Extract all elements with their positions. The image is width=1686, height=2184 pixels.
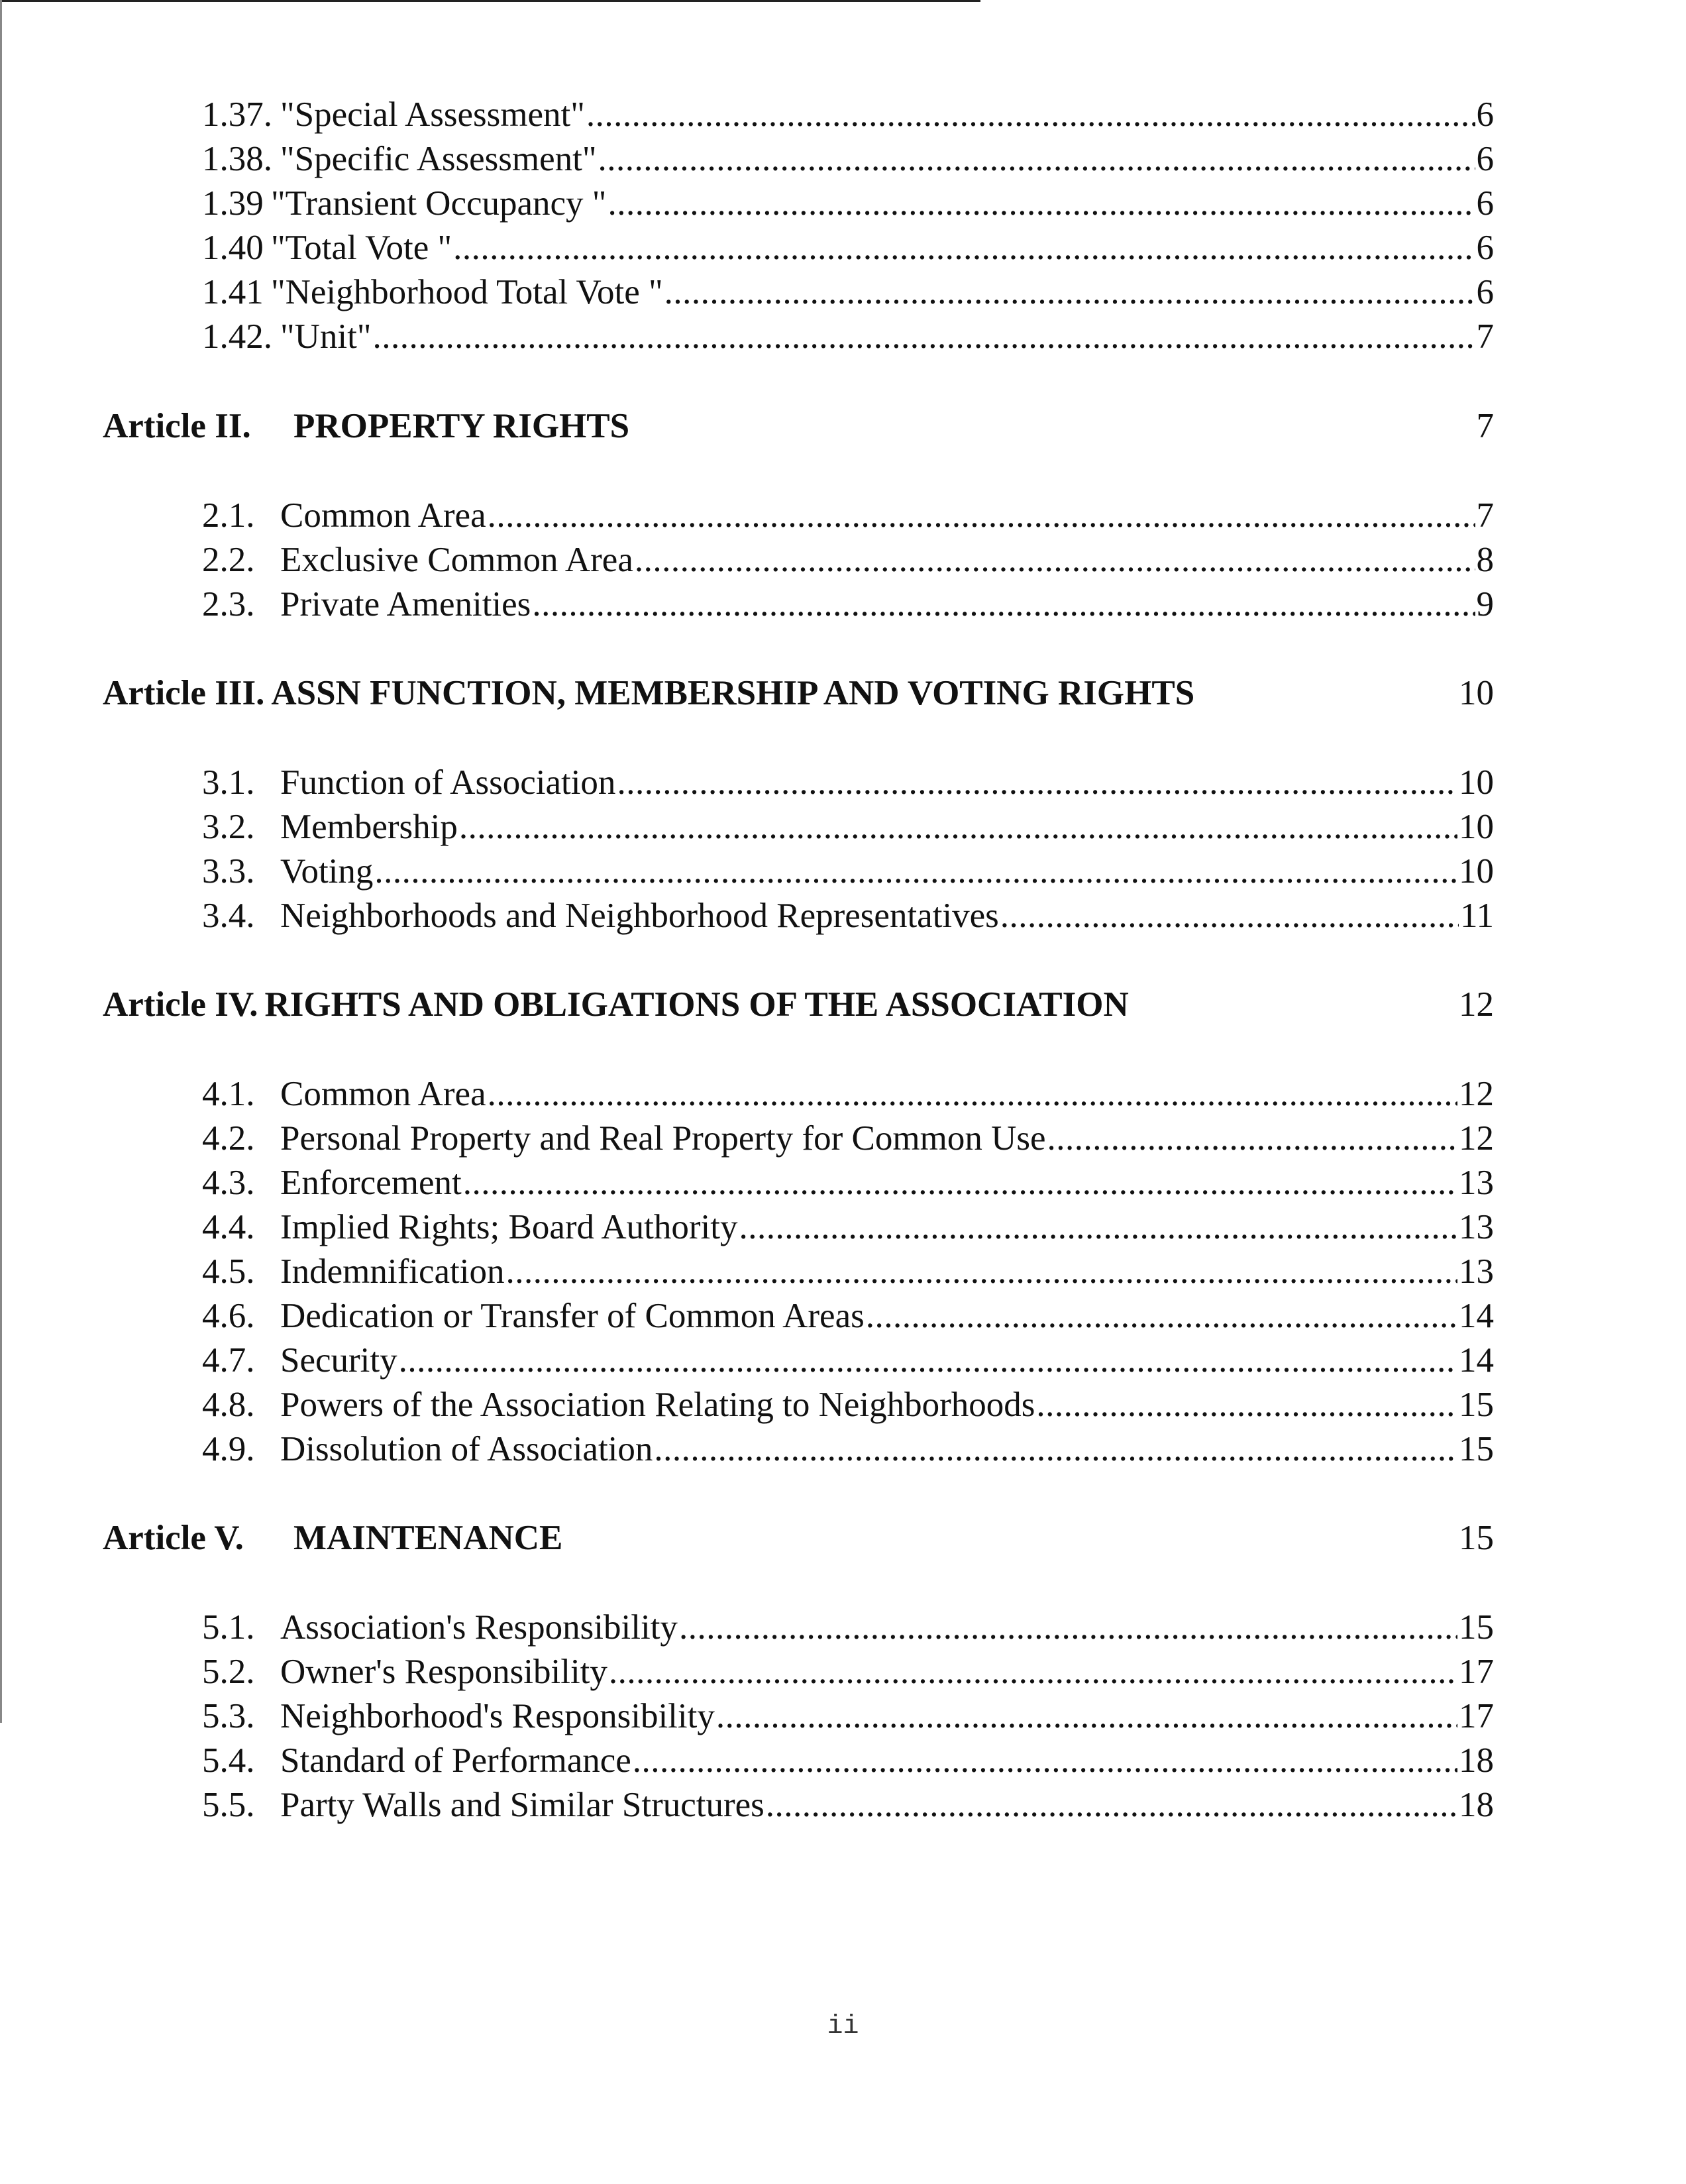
toc-entry[interactable] <box>202 849 1494 893</box>
toc-entry-title: Private Amenities <box>280 585 531 624</box>
dot-leader <box>607 182 1475 225</box>
toc-entry[interactable] <box>202 1161 1494 1205</box>
toc-entry-title: Exclusive Common Area <box>280 541 633 579</box>
toc-entry[interactable] <box>202 1250 1494 1293</box>
toc-entry-number: 1.40 <box>202 229 264 267</box>
toc-entry-title: Function of Association <box>280 763 616 802</box>
dot-leader <box>654 1427 1457 1471</box>
toc-entry[interactable] <box>202 538 1494 582</box>
article-label: Article III. <box>103 674 265 712</box>
page-top-edge <box>0 0 980 2</box>
toc-entry-number: 3.2. <box>202 808 255 846</box>
toc-entry[interactable] <box>202 1294 1494 1338</box>
dot-leader <box>679 1606 1457 1649</box>
toc-entry-page: 14 <box>1459 1341 1494 1380</box>
article-page: 10 <box>1459 674 1494 712</box>
dot-leader <box>739 1205 1457 1249</box>
dot-leader <box>716 1694 1457 1738</box>
toc-entry-title: "Unit" <box>280 317 372 356</box>
article-title: PROPERTY RIGHTS <box>293 407 630 445</box>
toc-entry-number: 1.38. <box>202 140 272 178</box>
dot-leader <box>1000 894 1459 938</box>
toc-entry-page: 9 <box>1476 585 1494 624</box>
toc-entry-page: 10 <box>1459 763 1494 802</box>
toc-entry[interactable] <box>202 93 1494 136</box>
toc-entry-title: "Special Assessment" <box>280 95 585 134</box>
dot-leader <box>609 1650 1457 1694</box>
toc-entry-number: 2.3. <box>202 585 255 624</box>
toc-entry-title: "Neighborhood Total Vote " <box>271 273 663 311</box>
toc-entry-title: Membership <box>280 808 458 846</box>
toc-entry-title: Indemnification <box>280 1252 505 1291</box>
toc-entry-number: 4.8. <box>202 1386 255 1424</box>
toc-entry-page: 10 <box>1459 808 1494 846</box>
toc-entry[interactable] <box>202 226 1494 270</box>
toc-entry-number: 5.4. <box>202 1741 255 1780</box>
toc-entry-title: Owner's Responsibility <box>280 1653 607 1691</box>
toc-entry-number: 3.3. <box>202 852 255 891</box>
toc-entry-page: 7 <box>1476 317 1494 356</box>
dot-leader <box>453 226 1475 270</box>
article-heading[interactable] <box>103 404 1494 448</box>
article-page: 15 <box>1459 1519 1494 1557</box>
toc-entry-title: Enforcement <box>280 1164 462 1202</box>
toc-entry[interactable] <box>202 1338 1494 1382</box>
toc-entry-number: 1.41 <box>202 273 264 311</box>
toc-entry[interactable] <box>202 137 1494 181</box>
toc-entry-number: 1.42. <box>202 317 272 356</box>
toc-entry-title: Dissolution of Association <box>280 1430 653 1468</box>
toc-entry-number: 1.39 <box>202 184 264 223</box>
toc-entry-title: Common Area <box>280 1075 486 1113</box>
page-number: ii <box>827 2012 859 2042</box>
toc-entry-number: 3.1. <box>202 763 255 802</box>
toc-entry-page: 14 <box>1459 1297 1494 1335</box>
toc-entry-number: 3.4. <box>202 897 255 935</box>
dot-leader <box>866 1294 1457 1338</box>
dot-leader <box>459 805 1457 849</box>
toc-entry[interactable] <box>202 1072 1494 1116</box>
toc-entry-number: 5.1. <box>202 1608 255 1647</box>
page-left-edge <box>0 0 2 1723</box>
toc-entry[interactable] <box>202 494 1494 537</box>
toc-entry-title: Association's Responsibility <box>280 1608 678 1647</box>
toc-entry-title: Neighborhood's Responsibility <box>280 1697 715 1735</box>
toc-entry-number: 4.2. <box>202 1119 255 1158</box>
toc-entry-page: 13 <box>1459 1164 1494 1202</box>
toc-entry-number: 4.6. <box>202 1297 255 1335</box>
toc-entry-number: 4.4. <box>202 1208 255 1246</box>
toc-entry-page: 11 <box>1459 897 1494 935</box>
dot-leader <box>399 1338 1457 1382</box>
toc-entry[interactable] <box>202 761 1494 804</box>
toc-entry-title: Standard of Performance <box>280 1741 631 1780</box>
dot-leader <box>617 761 1457 804</box>
toc-entry[interactable] <box>202 1694 1494 1738</box>
toc-entry-number: 5.3. <box>202 1697 255 1735</box>
dot-leader <box>488 494 1475 537</box>
toc-entry-page: 6 <box>1476 95 1494 134</box>
toc-entry-title: Neighborhoods and Neighborhood Representatives <box>280 897 999 935</box>
toc-entry[interactable] <box>202 270 1494 314</box>
toc-entry-title: Security <box>280 1341 397 1380</box>
toc-entry-number: 5.5. <box>202 1786 255 1824</box>
dot-leader <box>373 315 1475 358</box>
dot-leader <box>506 1250 1458 1293</box>
toc-entry[interactable] <box>202 315 1494 358</box>
toc-entry[interactable] <box>202 1606 1494 1649</box>
dot-leader <box>374 849 1457 893</box>
toc-entry-page: 6 <box>1476 229 1494 267</box>
article-title: MAINTENANCE <box>293 1519 563 1557</box>
toc-entry-page: 13 <box>1459 1208 1494 1246</box>
toc-entry-page: 15 <box>1459 1386 1494 1424</box>
article-page: 7 <box>1476 407 1494 445</box>
dot-leader <box>586 93 1475 136</box>
dot-leader <box>1036 1383 1457 1427</box>
dot-leader <box>664 270 1475 314</box>
toc-entry-title: "Transient Occupancy " <box>271 184 607 223</box>
toc-entry[interactable] <box>202 1650 1494 1694</box>
toc-entry-page: 18 <box>1459 1741 1494 1780</box>
toc-entry-number: 2.1. <box>202 496 255 535</box>
toc-entry-number: 2.2. <box>202 541 255 579</box>
toc-entry-title: Voting <box>280 852 374 891</box>
toc-entry[interactable] <box>202 182 1494 225</box>
toc-entry-title: "Specific Assessment" <box>280 140 597 178</box>
toc-entry-page: 17 <box>1459 1653 1494 1691</box>
toc-entry-page: 18 <box>1459 1786 1494 1824</box>
toc-entry-title: Personal Property and Real Property for Common Use <box>280 1119 1046 1158</box>
toc-entry-page: 12 <box>1459 1119 1494 1158</box>
toc-entry[interactable] <box>202 1383 1494 1427</box>
dot-leader <box>598 137 1475 181</box>
article-heading[interactable] <box>103 1516 1494 1560</box>
article-heading[interactable] <box>103 983 1494 1026</box>
dot-leader <box>463 1161 1457 1205</box>
dot-leader <box>488 1072 1457 1116</box>
toc-entry[interactable] <box>202 894 1494 938</box>
toc-entry[interactable] <box>202 1783 1494 1827</box>
toc-entry-number: 1.37. <box>202 95 272 134</box>
article-heading[interactable] <box>103 671 1494 715</box>
dot-leader <box>635 538 1475 582</box>
toc-entry-number: 4.3. <box>202 1164 255 1202</box>
toc-entry-page: 12 <box>1459 1075 1494 1113</box>
dot-leader <box>532 582 1475 626</box>
article-label: Article II. <box>103 407 251 445</box>
toc-entry-title: Dedication or Transfer of Common Areas <box>280 1297 865 1335</box>
article-label: Article IV. <box>103 985 258 1024</box>
toc-entry-number: 4.5. <box>202 1252 255 1291</box>
toc-entry[interactable] <box>202 805 1494 849</box>
toc-entry-title: "Total Vote " <box>271 229 452 267</box>
toc-entry-title: Party Walls and Similar Structures <box>280 1786 764 1824</box>
toc-entry[interactable] <box>202 1117 1494 1160</box>
dot-leader <box>633 1739 1457 1782</box>
toc-entry-number: 4.1. <box>202 1075 255 1113</box>
toc-entry-page: 13 <box>1459 1252 1494 1291</box>
dot-leader <box>766 1783 1457 1827</box>
toc-entry-number: 4.7. <box>202 1341 255 1380</box>
toc-entry-number: 4.9. <box>202 1430 255 1468</box>
toc-entry-title: Common Area <box>280 496 486 535</box>
toc-entry-number: 5.2. <box>202 1653 255 1691</box>
toc-entry-page: 6 <box>1476 140 1494 178</box>
toc-entry[interactable] <box>202 582 1494 626</box>
toc-entry-page: 17 <box>1459 1697 1494 1735</box>
toc-entry[interactable] <box>202 1739 1494 1782</box>
toc-entry-title: Implied Rights; Board Authority <box>280 1208 738 1246</box>
article-page: 12 <box>1459 985 1494 1024</box>
toc-entry-title: Powers of the Association Relating to Neighborhoods <box>280 1386 1035 1424</box>
article-label: Article V. <box>103 1519 244 1557</box>
article-title: ASSN FUNCTION, MEMBERSHIP AND VOTING RIGHTS <box>271 674 1195 712</box>
toc-entry-page: 8 <box>1476 541 1494 579</box>
toc-entry-page: 10 <box>1459 852 1494 891</box>
toc-entry-page: 6 <box>1476 184 1494 223</box>
toc-entry-page: 15 <box>1459 1430 1494 1468</box>
toc-entry[interactable] <box>202 1427 1494 1471</box>
toc-entry[interactable] <box>202 1205 1494 1249</box>
article-title: RIGHTS AND OBLIGATIONS OF THE ASSOCIATION <box>264 985 1129 1024</box>
toc-entry-page: 6 <box>1476 273 1494 311</box>
dot-leader <box>1047 1117 1458 1160</box>
toc-entry-page: 7 <box>1476 496 1494 535</box>
toc-entry-page: 15 <box>1459 1608 1494 1647</box>
